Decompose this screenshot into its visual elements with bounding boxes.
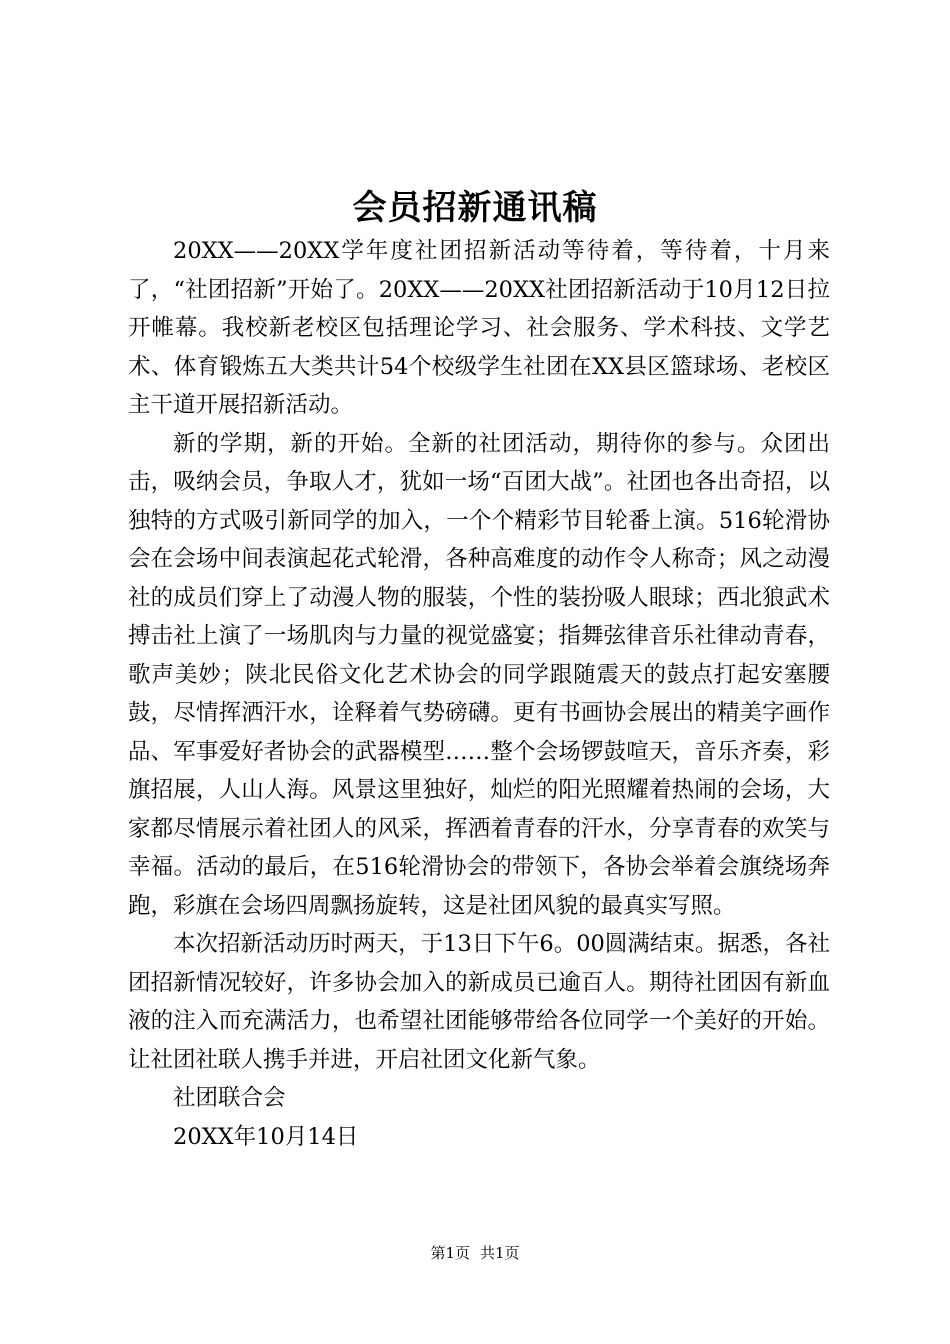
page-footer [0, 1243, 950, 1263]
body-paragraph-1: 20XX——20XX学年度社团招新活动等待着，等待着，十月来了，“社团招新”开始了。20XX——20XX社团招新活动于10月12日拉开帷幕。我校新老校区包括理论学习、社会服务、学术科技、文学艺术、体育锻炼五大类共计54个校级学生社团在XX县区篮球场、老校区主干道开展招新活动。 [128, 238, 830, 418]
signature-organization: 社团联合会 [173, 1085, 286, 1111]
document-body [128, 232, 830, 1156]
document-title: 会员招新通讯稿 [352, 188, 598, 228]
page-number: 第1页 [430, 1244, 470, 1262]
signature-date: 20XX年10月14日 [173, 1123, 359, 1150]
body-paragraph-3: 本次招新活动历时两天，于13日下午6。00圆满结束。据悉，各社团招新情况较好，许多协会加入的新成员已逾百人。期待社团因有新血液的注入而充满活力，也希望社团能够带给各位同学一个美好的开始。让社团社联人携手并进，开启社团文化新气象。 [128, 931, 830, 1073]
body-paragraph-2: 新的学期，新的开始。全新的社团活动，期待你的参与。众团出击，吸纳会员，争取人才，犹如一场“百团大战”。社团也各出奇招，以独特的方式吸引新同学的加入，一个个精彩节目轮番上演。516轮滑协会在会场中间表演起花式轮滑，各种高难度的动作令人称奇；风之动漫社的成员们穿上了动漫人物的服装，个性的装扮吸人眼球；西北狼武术搏击社上演了一场肌肉与力量的视觉盛宴；指舞弦律音乐社律动青春，歌声美妙；陕北民俗文化艺术协会的同学跟随震天的鼓点打起安塞腰鼓，尽情挥洒汗水，诠释着气势磅礴。更有书画协会展出的精美字画作品、军事爱好者协会的武器模型……整个会场锣鼓喧天，音乐齐奏，彩旗招展，人山人海。风景这里独好，灿烂的阳光照耀着热闹的会场，大家都尽情展示着社团人的风采，挥洒着青春的汗水，分享青春的欢笑与幸福。活动的最后，在516轮滑协会的带领下，各协会举着会旗绕场奔跑，彩旗在会场四周飘扬旋转，这是社团风貌的最真实写照。 [128, 430, 830, 919]
page-total: 共1页 [480, 1244, 520, 1262]
